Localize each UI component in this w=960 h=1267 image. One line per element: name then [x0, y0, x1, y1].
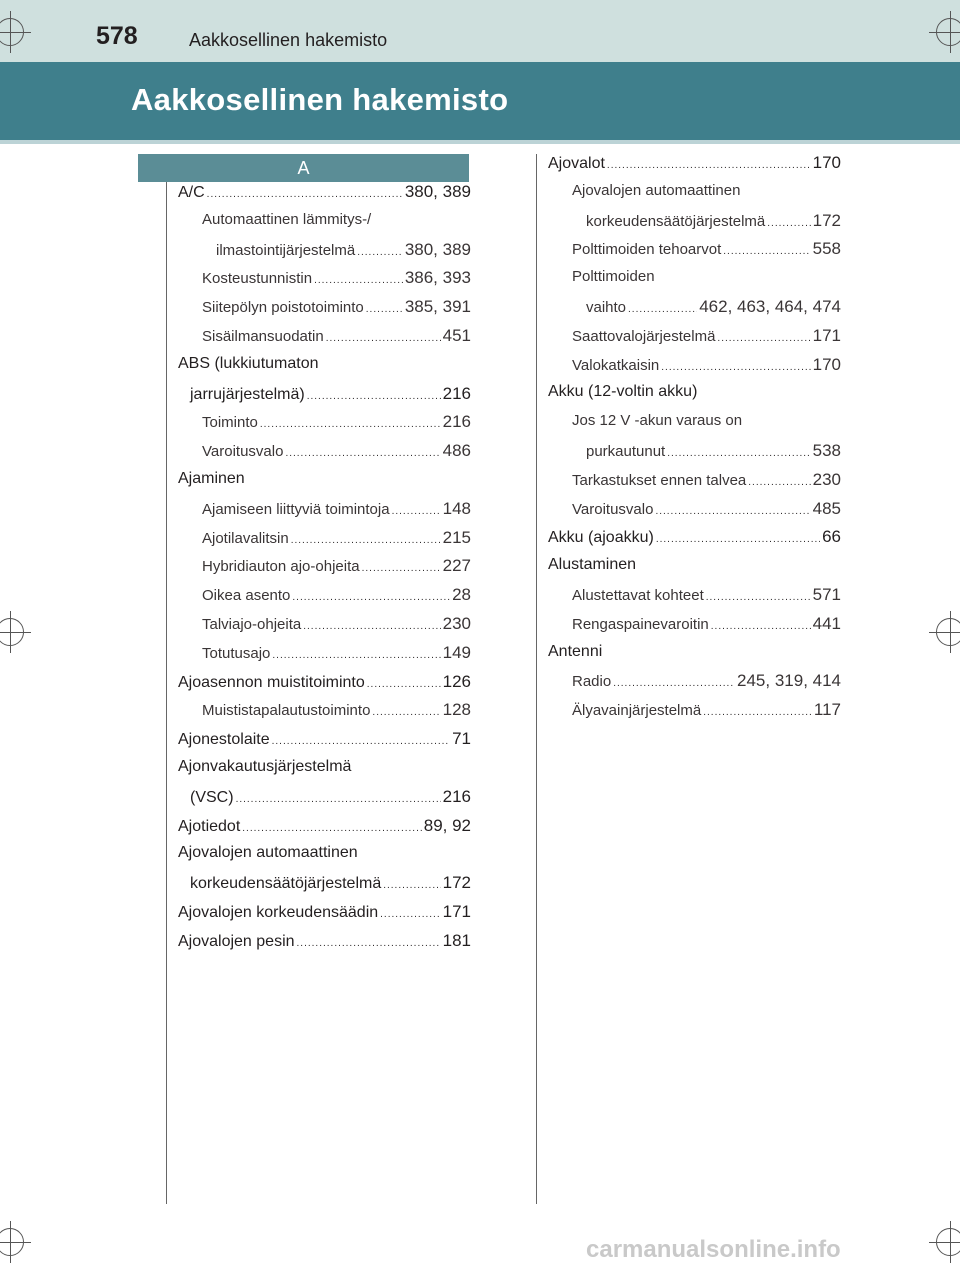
index-entry [548, 211, 841, 240]
index-entry [178, 729, 471, 758]
entry-label: Saattovalojärjestelmä [572, 327, 716, 345]
index-entry [548, 412, 841, 441]
page-reference[interactable]: 172 [812, 210, 841, 230]
index-entry [178, 384, 471, 413]
dot-leader [372, 707, 440, 718]
page-reference[interactable]: 216 [442, 383, 471, 403]
dot-leader [661, 362, 810, 373]
page-reference[interactable]: 148 [442, 498, 471, 518]
index-entry [548, 182, 841, 211]
page-reference[interactable]: 441 [812, 613, 841, 633]
page-reference[interactable]: 181 [442, 930, 471, 950]
page-title: Aakkosellinen hakemisto [131, 82, 509, 117]
entry-label: korkeudensäätöjärjestelmä [586, 212, 766, 230]
entry-label: (VSC) [190, 788, 234, 806]
index-entry [178, 787, 471, 816]
index-entry [178, 470, 471, 499]
dot-leader [236, 794, 441, 805]
index-entry [548, 643, 841, 672]
entry-label: korkeudensäätöjärjestelmä [190, 875, 382, 893]
dot-leader [292, 592, 450, 603]
entry-label: Hybridiauton ajo-ohjeita [202, 558, 360, 576]
dot-leader [272, 736, 450, 747]
page-reference[interactable]: 172 [442, 873, 471, 893]
index-entry [178, 412, 471, 441]
index-entry [178, 902, 471, 931]
page-reference[interactable]: 216 [442, 786, 471, 806]
dot-leader [706, 592, 811, 603]
dot-leader [272, 650, 440, 661]
entry-label: Ajoasennon muistitoiminto [178, 673, 365, 691]
entry-label: Antenni [548, 642, 603, 660]
entry-label: Sisäilmansuodatin [202, 327, 324, 345]
index-entry [548, 527, 841, 556]
dot-leader [307, 391, 441, 402]
page-reference[interactable]: 171 [442, 901, 471, 921]
entry-label: Jos 12 V -akun varaus on [572, 412, 743, 430]
entry-label: jarrujärjestelmä) [190, 385, 305, 403]
entry-label: Automaattinen lämmitys-/ [202, 210, 372, 228]
dot-leader [717, 333, 810, 344]
entry-label: Ajotilavalitsin [202, 529, 289, 547]
dot-leader [767, 218, 810, 229]
index-column-right [548, 153, 841, 729]
entry-label: Radio [572, 673, 612, 691]
page-reference[interactable]: 66 [822, 527, 841, 547]
entry-label: Akku (12-voltin akku) [548, 383, 698, 401]
page-number: 578 [96, 22, 138, 50]
entry-label: Alustettavat kohteet [572, 586, 704, 604]
index-entry [178, 441, 471, 470]
dot-leader [628, 304, 697, 315]
title-band-shadow [0, 140, 960, 144]
dot-leader [285, 448, 440, 459]
page-reference[interactable]: 227 [442, 556, 471, 576]
index-entry [178, 268, 471, 297]
dot-leader [392, 506, 441, 517]
index-entry [548, 326, 841, 355]
index-entry [178, 672, 471, 701]
index-entry [178, 816, 471, 845]
page-reference[interactable]: 386, 393 [404, 268, 471, 288]
entry-label: Varoitusvalo [572, 500, 654, 518]
dot-leader [711, 621, 811, 632]
page-reference[interactable]: 28 [452, 585, 471, 605]
page-reference[interactable]: 462, 463, 464, 474 [699, 296, 841, 316]
entry-label: purkautunut [586, 442, 666, 460]
index-entry [548, 556, 841, 585]
dot-leader [314, 275, 403, 286]
entry-label: Älyavainjärjestelmä [572, 702, 702, 720]
entry-label: Ajonvakautusjärjestelmä [178, 757, 352, 775]
index-entry [548, 585, 841, 614]
page-reference[interactable]: 170 [812, 354, 841, 374]
index-entry [178, 585, 471, 614]
entry-label: vaihto [586, 298, 627, 316]
entry-label: Tarkastukset ennen talvea [572, 471, 747, 489]
dot-leader [703, 707, 812, 718]
page-reference[interactable]: 486 [442, 441, 471, 461]
page-reference[interactable]: 245, 319, 414 [737, 671, 841, 691]
dot-leader [607, 160, 811, 171]
index-entry [178, 326, 471, 355]
watermark: carmanualsonline.info [586, 1236, 841, 1263]
index-entry [548, 297, 841, 326]
entry-label: Ajovalot [548, 155, 605, 172]
page-reference[interactable]: 571 [812, 584, 841, 604]
entry-label: Ajovalojen pesin [178, 932, 295, 950]
index-entry [178, 355, 471, 384]
index-entry [548, 383, 841, 412]
index-entry [178, 240, 471, 269]
index-entry [548, 355, 841, 384]
dot-leader [723, 246, 810, 257]
index-entry [178, 614, 471, 643]
index-entry [178, 873, 471, 902]
index-entry [178, 700, 471, 729]
page-reference[interactable]: 170 [812, 153, 841, 172]
dot-leader [655, 506, 810, 517]
dot-leader [207, 189, 403, 200]
entry-label: Ajovalojen korkeudensäädin [178, 903, 379, 921]
crop-mark-icon [936, 18, 960, 46]
page-reference[interactable]: 215 [442, 527, 471, 547]
dot-leader [242, 823, 421, 834]
crop-mark-icon [936, 618, 960, 646]
dot-leader [297, 938, 441, 949]
page-reference[interactable]: 385, 391 [404, 297, 471, 317]
entry-label: Ajotiedot [178, 817, 241, 835]
entry-label: Valokatkaisin [572, 356, 660, 374]
index-entry [548, 239, 841, 268]
index-entry [178, 931, 471, 960]
entry-label: ilmastointijärjestelmä [216, 241, 356, 259]
header-band [0, 0, 960, 62]
index-entry [178, 297, 471, 326]
entry-label: Ajovalojen automaattinen [572, 181, 741, 199]
entry-label: Siitepölyn poistotoiminto [202, 299, 364, 317]
dot-leader [326, 333, 441, 344]
index-entry [548, 268, 841, 297]
dot-leader [656, 534, 820, 545]
entry-label: Ajovalojen automaattinen [178, 844, 358, 862]
entry-label: Ajaminen [178, 469, 245, 487]
index-entry [548, 470, 841, 499]
entry-label: Polttimoiden tehoarvot [572, 241, 722, 259]
index-column-left [178, 182, 471, 960]
page-reference[interactable]: 380, 389 [404, 182, 471, 201]
dot-leader [380, 909, 440, 920]
dot-leader [613, 678, 735, 689]
index-entry [178, 758, 471, 787]
dot-leader [667, 448, 810, 459]
entry-label: ABS (lukkiutumaton [178, 354, 319, 372]
index-entry [178, 528, 471, 557]
entry-label: Toiminto [202, 414, 258, 432]
index-entry [548, 614, 841, 643]
index-entry [178, 643, 471, 672]
entry-label: Rengaspainevaroitin [572, 615, 709, 633]
dot-leader [291, 535, 441, 546]
crop-mark-icon [936, 1228, 960, 1256]
dot-leader [362, 563, 441, 574]
entry-label: Talviajo-ohjeita [202, 615, 302, 633]
page-reference[interactable]: 230 [442, 613, 471, 633]
index-entry [548, 499, 841, 528]
entry-label: Ajonestolaite [178, 731, 270, 749]
dot-leader [367, 679, 441, 690]
page-reference[interactable]: 149 [442, 642, 471, 662]
dot-leader [303, 621, 440, 632]
entry-label: Ajamiseen liittyviä toimintoja [202, 500, 390, 518]
page-reference[interactable]: 171 [812, 325, 841, 345]
dot-leader [383, 880, 440, 891]
dot-leader [357, 247, 403, 258]
index-entry [178, 499, 471, 528]
crop-mark-icon [0, 618, 24, 646]
column-divider [536, 154, 537, 1204]
entry-label: Totutusajo [202, 644, 271, 662]
index-entry [178, 556, 471, 585]
index-entry [178, 182, 471, 211]
index-entry [548, 153, 841, 182]
entry-label: Kosteustunnistin [202, 270, 313, 288]
crop-mark-icon [0, 1228, 24, 1256]
page-reference[interactable]: 128 [442, 700, 471, 720]
column-divider [166, 182, 167, 1204]
page-reference[interactable]: 451 [442, 325, 471, 345]
index-entry [548, 700, 841, 729]
entry-label: Akku (ajoakku) [548, 529, 654, 547]
section-letter: A [138, 154, 469, 182]
entry-label: A/C [178, 184, 205, 201]
page-reference[interactable]: 126 [442, 671, 471, 691]
page-reference[interactable]: 216 [442, 412, 471, 432]
page-reference[interactable]: 89, 92 [423, 815, 471, 835]
dot-leader [366, 304, 403, 315]
index-entry [548, 671, 841, 700]
page-reference[interactable]: 71 [452, 729, 471, 749]
index-entry [548, 441, 841, 470]
index-entry [178, 844, 471, 873]
running-title: Aakkosellinen hakemisto [189, 30, 388, 50]
dot-leader [748, 477, 810, 488]
page-reference[interactable]: 380, 389 [404, 239, 471, 259]
entry-label: Varoitusvalo [202, 443, 284, 461]
entry-label: Alustaminen [548, 556, 637, 574]
page-reference[interactable]: 485 [812, 498, 841, 518]
entry-label: Muististapalautustoiminto [202, 702, 371, 720]
page-reference[interactable]: 538 [812, 440, 841, 460]
page-reference[interactable]: 230 [812, 469, 841, 489]
index-entry [178, 211, 471, 240]
entry-label: Oikea asento [202, 587, 291, 605]
page-reference[interactable]: 558 [812, 239, 841, 259]
entry-label: Polttimoiden [572, 268, 655, 286]
page-reference[interactable]: 117 [813, 700, 841, 720]
dot-leader [260, 419, 441, 430]
